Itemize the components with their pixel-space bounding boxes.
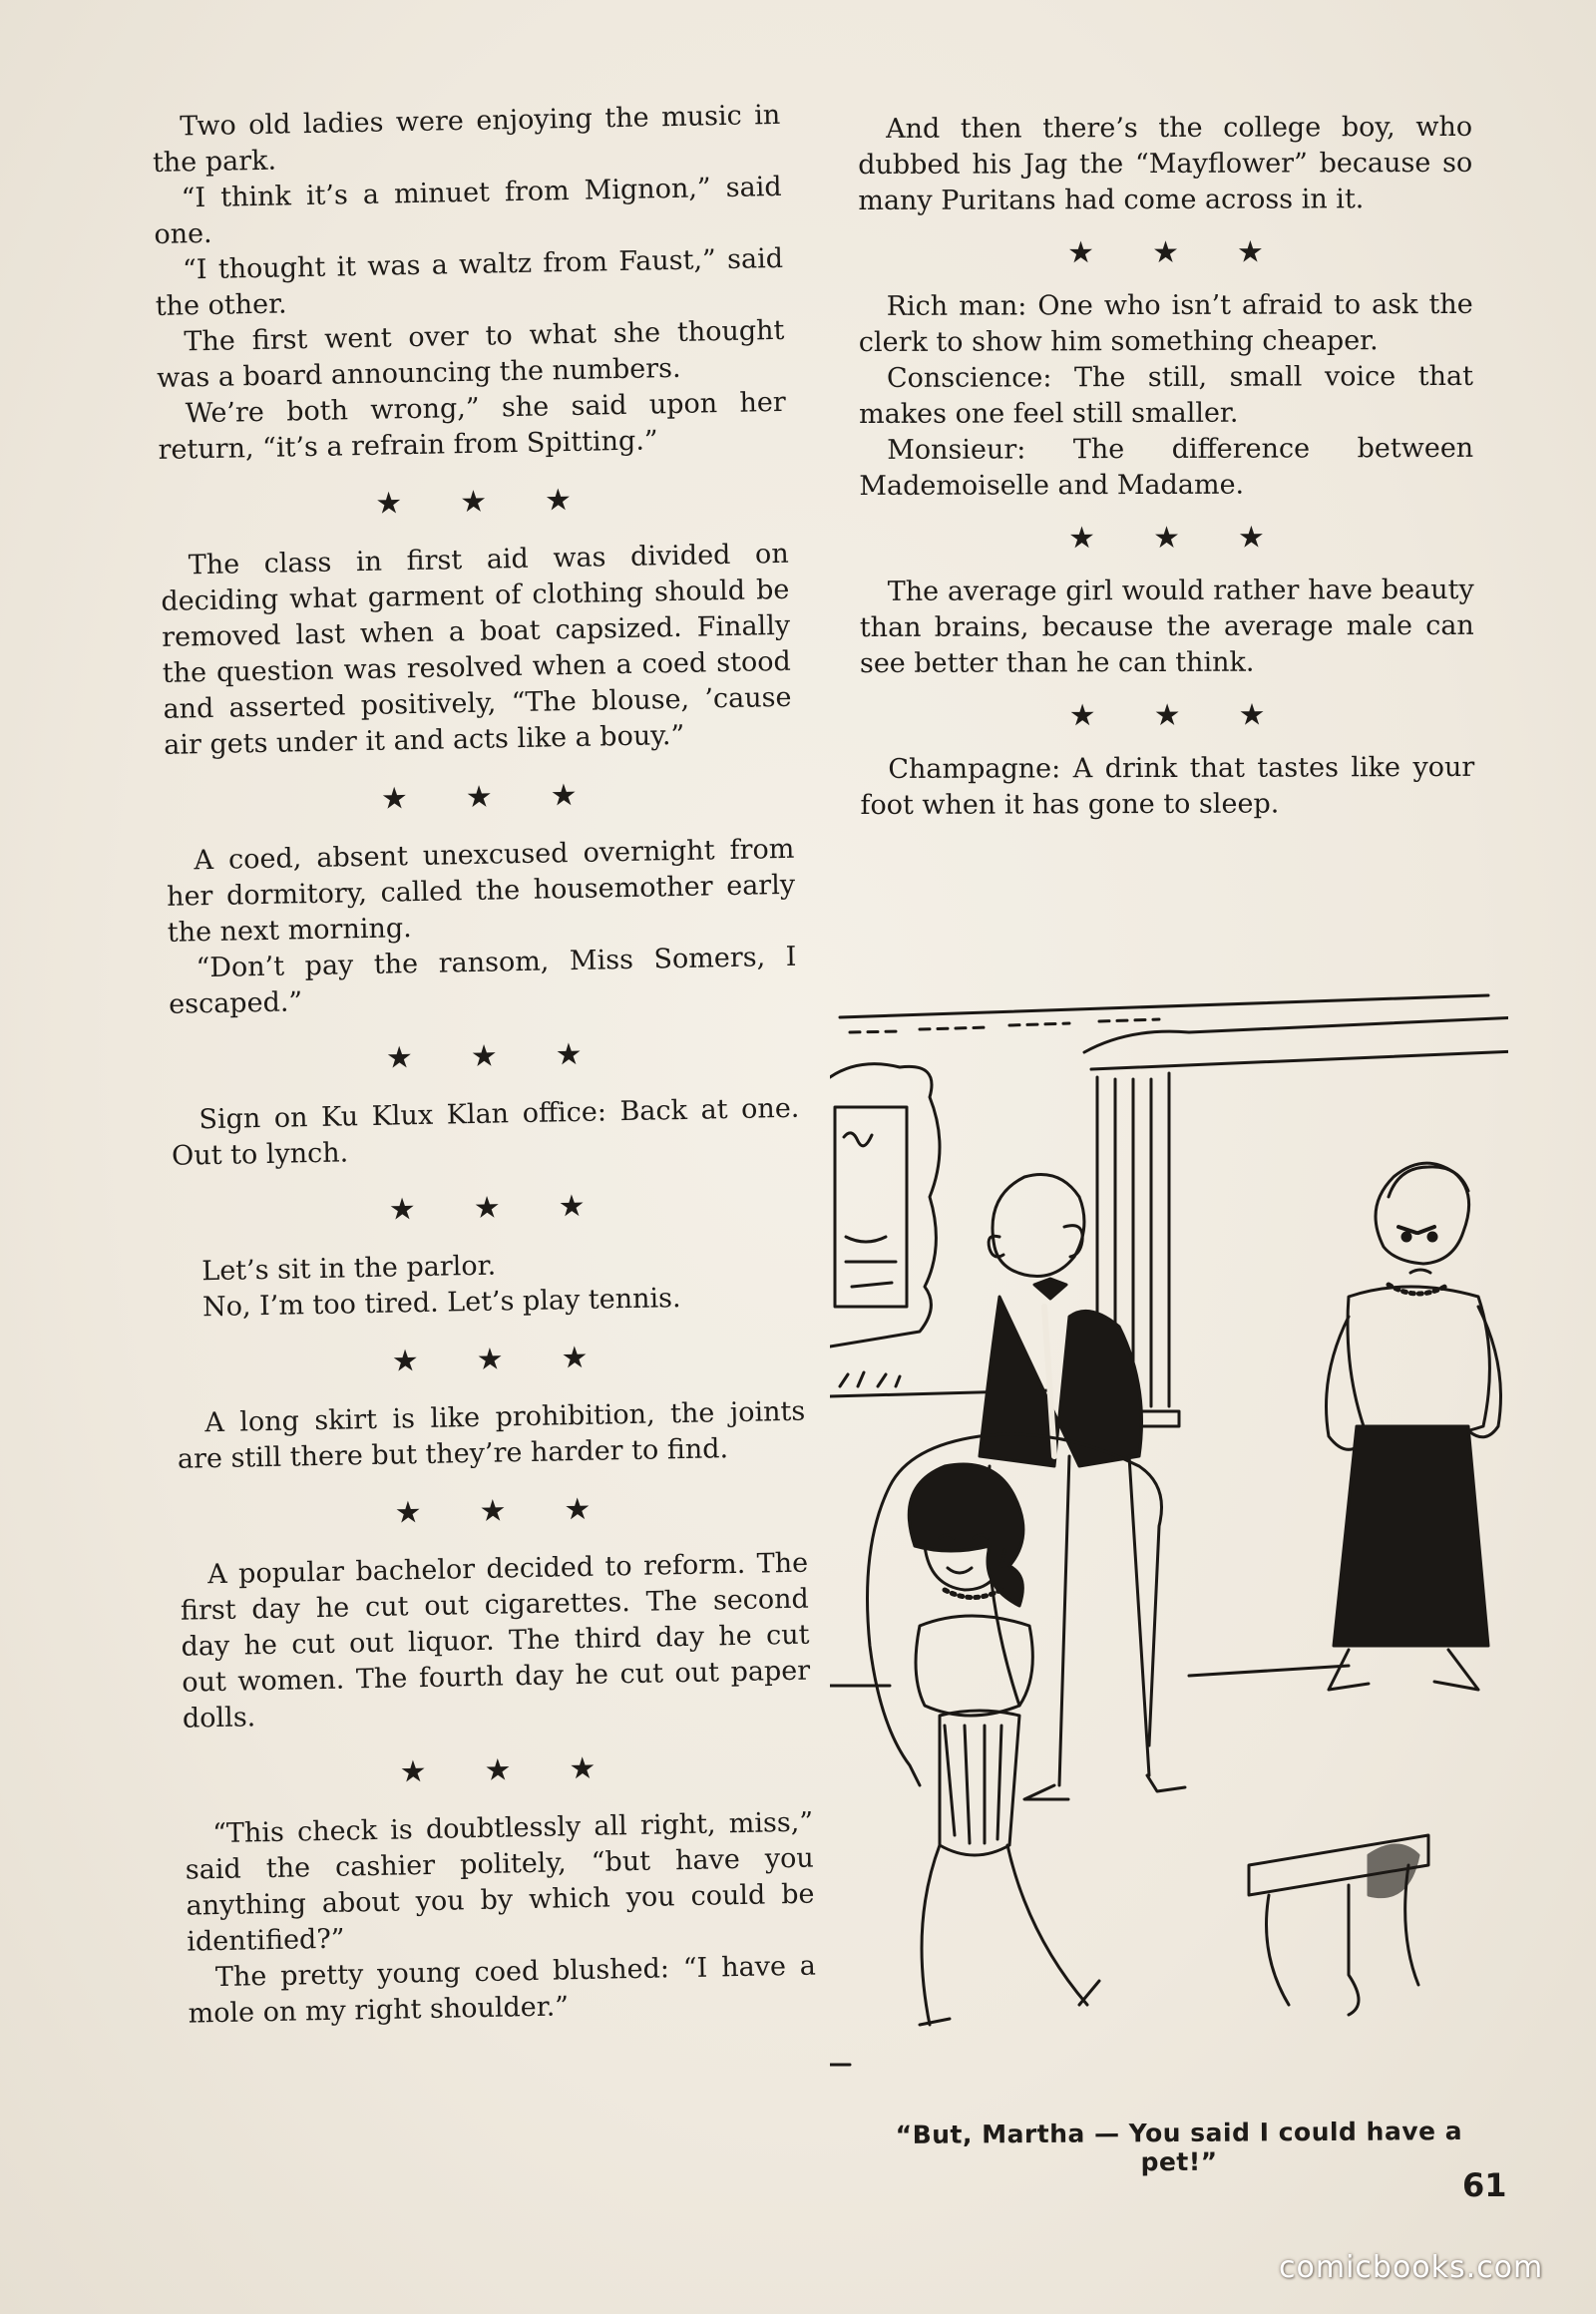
joke-paragraph: Two old ladies were enjoying the music in the park. xyxy=(152,99,781,179)
joke-paragraph: “Don’t pay the ransom, Miss Somers, I escaped.” xyxy=(168,941,797,1020)
cartoon-caption: “But, Martha — You said I could have a pet!” xyxy=(895,2117,1463,2177)
joke-paragraph: “I thought it was a waltz from Faust,” said the other. xyxy=(155,242,784,322)
site-watermark: comicbooks.com xyxy=(1279,2250,1544,2285)
joke-long-skirt xyxy=(177,1394,806,1478)
star-separator: ★★★ xyxy=(399,1749,654,1790)
joke-paragraph: Let’s sit in the parlor. xyxy=(201,1250,497,1288)
ceiling-line xyxy=(840,995,1488,1017)
right-text-column xyxy=(858,110,1474,824)
star-separator: ★★★ xyxy=(385,1035,640,1076)
joke-parlor xyxy=(174,1243,803,1327)
joke-paragraph: “I think it’s a minuet from Mignon,” said one. xyxy=(154,171,782,250)
star-separator: ★★★ xyxy=(1068,520,1323,557)
joke-ransom xyxy=(166,832,797,1023)
star-separator: ★★★ xyxy=(394,1490,649,1531)
joke-check xyxy=(185,1805,817,2033)
joke-beauty-brains xyxy=(860,573,1474,682)
star-separator: ★★★ xyxy=(1067,234,1322,271)
left-text-column xyxy=(152,98,817,2033)
column-capital xyxy=(1084,1017,1508,1069)
joke-paragraph: The class in first aid was divided on deciding what garment of clothing should be removed last when a boat capsized. Finally the question was resolved when a coed stood and asserted positively, “The blouse, ’cause air gets under it and acts like a bouy.” xyxy=(161,538,792,761)
joke-definitions xyxy=(859,287,1474,505)
joke-paragraph: No, I’m too tired. Let’s play tennis. xyxy=(201,1283,681,1324)
girl-hair xyxy=(909,1464,1023,1606)
joke-paragraph: Monsieur: The difference between Mademoiselle and Madame. xyxy=(859,432,1474,502)
joke-paragraph: The average girl would rather have beauty than brains, because the average male can see better than he can think. xyxy=(859,574,1474,679)
joke-paragraph: The pretty young coed blushed: “I have a mole on my right shoulder.” xyxy=(188,1950,817,2030)
joke-paragraph: A coed, absent unexcused overnight from her dormitory, called the housemother early the next morning. xyxy=(166,833,796,949)
cartoon-illustration xyxy=(830,987,1508,2105)
martha-skirt xyxy=(1334,1426,1488,1646)
joke-paragraph: Conscience: The still, small voice that makes one feel still smaller. xyxy=(859,360,1473,430)
joke-paragraph: Sign on Ku Klux Klan office: Back at one. Out to lynch. xyxy=(171,1092,800,1172)
joke-mayflower xyxy=(858,110,1472,219)
martha-figure xyxy=(1327,1163,1501,1690)
star-separator: ★★★ xyxy=(388,1187,643,1228)
star-separator: ★★★ xyxy=(374,481,630,522)
page-number: 61 xyxy=(1462,2166,1507,2204)
star-separator: ★★★ xyxy=(391,1339,646,1379)
tuxedo-jacket xyxy=(980,1297,1142,1466)
joke-klan-sign xyxy=(171,1091,800,1175)
joke-champagne xyxy=(860,750,1474,824)
joke-paragraph: And then there’s the college boy, who dubbed his Jag the “Mayflower” because so many Puritans had come across in it. xyxy=(858,111,1473,216)
joke-paragraph: Rich man: One who isn’t afraid to ask the clerk to show him something cheaper. xyxy=(858,288,1473,358)
joke-bachelor xyxy=(180,1546,811,1737)
girl-figure xyxy=(909,1464,1099,2025)
floor-line xyxy=(830,1666,1349,1686)
joke-first-aid xyxy=(160,537,792,764)
armchair xyxy=(868,1434,1162,1785)
star-separator: ★★★ xyxy=(380,776,635,817)
joke-paragraph: We’re both wrong,” she said upon her return, “it’s a refrain from Spitting.” xyxy=(158,386,787,466)
joke-paragraph: A long skirt is like prohibition, the joints are still there but they’re harder to find. xyxy=(177,1395,806,1475)
joke-paragraph: Champagne: A drink that tastes like your foot when it has gone to sleep. xyxy=(860,751,1475,821)
joke-paragraph: “This check is doubtlessly all right, miss,” said the cashier politely, “but have you anything about you by which you could be identified?” xyxy=(185,1806,815,1958)
joke-music-in-park xyxy=(152,98,787,469)
joke-paragraph: The first went over to what she thought was a board announcing the numbers. xyxy=(156,314,785,394)
star-separator: ★★★ xyxy=(1068,697,1324,734)
joke-paragraph: A popular bachelor decided to reform. The first day he cut out cigarettes. The second day he cut out liquor. The third day he cut out women. The fourth day he cut out paper dolls. xyxy=(180,1547,811,1735)
